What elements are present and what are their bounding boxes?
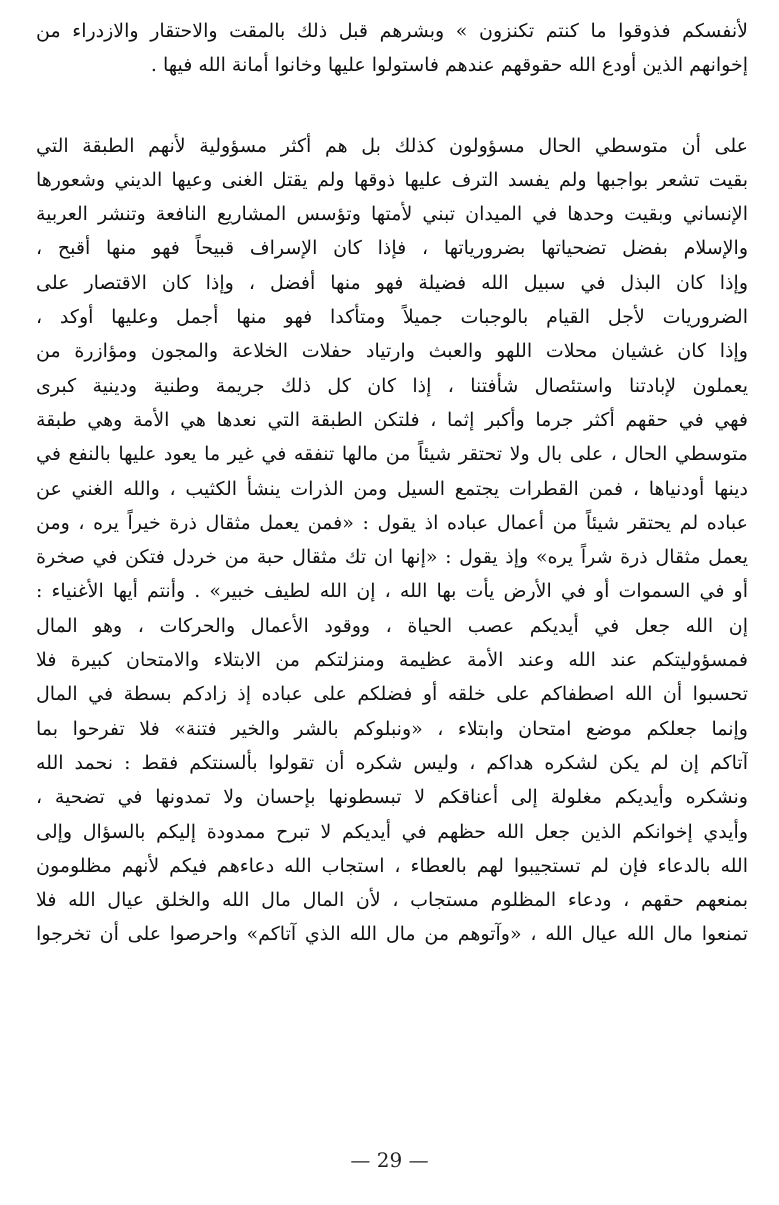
text-line: والإسلام بفضل تضحياتها بضرورياتها ، فإذا كان الإسراف قبيحاً فهو منها أقبح ، bbox=[36, 237, 748, 260]
text-line: فمسؤوليتكم عند الله وعند الأمة عظيمة ومنزلتكم من الابتلاء والامتحان كبيرة فلا bbox=[36, 649, 748, 672]
text-line: إن الله جعل في أيديكم عصب الحياة ، ووقود الأعمال والحركات ، وهو المال bbox=[36, 614, 748, 637]
text-line: على أن متوسطي الحال مسؤولون كذلك بل هم أكثر مسؤولية لأنهم الطبقة التي bbox=[36, 134, 748, 157]
text-line: يعملون لإبادتنا واستئصال شأفتنا ، إذا كان كل ذلك جريمة وطنية ودينية كبرى bbox=[36, 374, 748, 397]
paragraph-1 bbox=[36, 14, 748, 83]
text-line: الله بالدعاء فإن لم تستجيبوا لهم بالعطاء ، استجاب الله دعاءهم فيكم لأنهم مظلومون bbox=[36, 854, 748, 877]
text-line: إخوانهم الذين أودع الله حقوقهم عندهم فاستولوا عليها وخانوا أمانة الله فيها . bbox=[150, 54, 748, 77]
page-number: — 29 — bbox=[350, 1148, 429, 1172]
text-line: فهي في حقهم أكثر جرما وأكبر إثما ، فلتكن الطبقة التي نعدها هي الأمة وهي طبقة bbox=[36, 408, 748, 431]
text-line: ونشكره وأيديكم مغلولة إلى أعناقكم لا تبسطونها بإحسان ولا تمدونها في تضحية ، bbox=[36, 786, 748, 809]
text-line: متوسطي الحال ، على بال ولا تحتقر شيئاً من مالها تنفقه في غير ما يعود عليها بالنفع في bbox=[36, 443, 748, 466]
text-line: الضروريات لأجل القيام بالوجبات جميلاً ومتأكدا فهو منها أجمل وعليها أوكد ، bbox=[36, 306, 748, 329]
text-line: دينها أودنياها ، فمن القطرات يجتمع السيل ومن الذرات ينشأ الكثيب ، والله الغني عن bbox=[36, 477, 748, 500]
text-line: عباده لم يحتقر شيئاً من أعمال عباده اذ يقول : «فمن يعمل مثقال ذرة خيراً يره ، ومن bbox=[36, 511, 748, 534]
text-line: الإنساني وبقيت وحدها في الميدان تبني لأمتها وتؤسس المشاريع النافعة وتنشر العربية bbox=[36, 203, 748, 226]
text-line: وإذا كان غشيان محلات اللهو والعبث وارتياد حفلات الخلاعة والمجون ومؤازرة من bbox=[36, 340, 748, 363]
text-line: وإذا كان البذل في سبيل الله فضيلة فهو منها أفضل ، وإذا كان الاقتصار على bbox=[36, 271, 748, 294]
text-line: يعمل مثقال ذرة شراً يره» وإذ يقول : «إنها ان تك مثقال حبة من خردل فتكن في صخرة bbox=[36, 546, 748, 569]
paragraph-2 bbox=[36, 129, 748, 952]
text-line: تمنعوا مال الله عيال الله ، «وآتوهم من مال الله الذي آتاكم» واحرصوا على أن تخرجوا bbox=[36, 923, 748, 946]
text-line: بقيت تشعر بواجبها ولم يفسد الترف عليها ذوقها ولم يقتل الغنى وعيها الديني وشعورها bbox=[36, 168, 748, 191]
text-line: بمنعهم حقهم ، ودعاء المظلوم مستجاب ، لأن المال مال الله والخلق عيال الله فلا bbox=[36, 889, 748, 912]
text-line: لأنفسكم فذوقوا ما كنتم تكنزون » وبشرهم قبل ذلك بالمقت والاحتقار والازدراء من bbox=[36, 20, 748, 42]
document-page bbox=[36, 14, 748, 1194]
text-line: تحسبوا أن الله اصطفاكم على خلقه أو فضلكم على عباده إذ زادكم بسطة في المال bbox=[36, 683, 748, 706]
text-line: وأيدي إخوانكم الذين جعل الله حظهم في أيديكم لا تبرح ممدودة إليكم بالسؤال وإلى bbox=[36, 820, 748, 843]
text-line: آتاكم إن لم يكن لشكره هداكم ، وليس شكره أن تقولوا بألسنتكم فقط : نحمد الله bbox=[36, 751, 748, 774]
text-line: أو في السموات أو في الأرض يأت بها الله ، إن الله لطيف خبير» . وأنتم أيها الأغنياء : bbox=[36, 580, 748, 603]
paragraph-spacer bbox=[36, 83, 748, 129]
text-line: وإنما جعلكم موضع امتحان وابتلاء ، «ونبلوكم بالشر والخير فتنة» فلا تفرحوا بما bbox=[36, 717, 748, 740]
